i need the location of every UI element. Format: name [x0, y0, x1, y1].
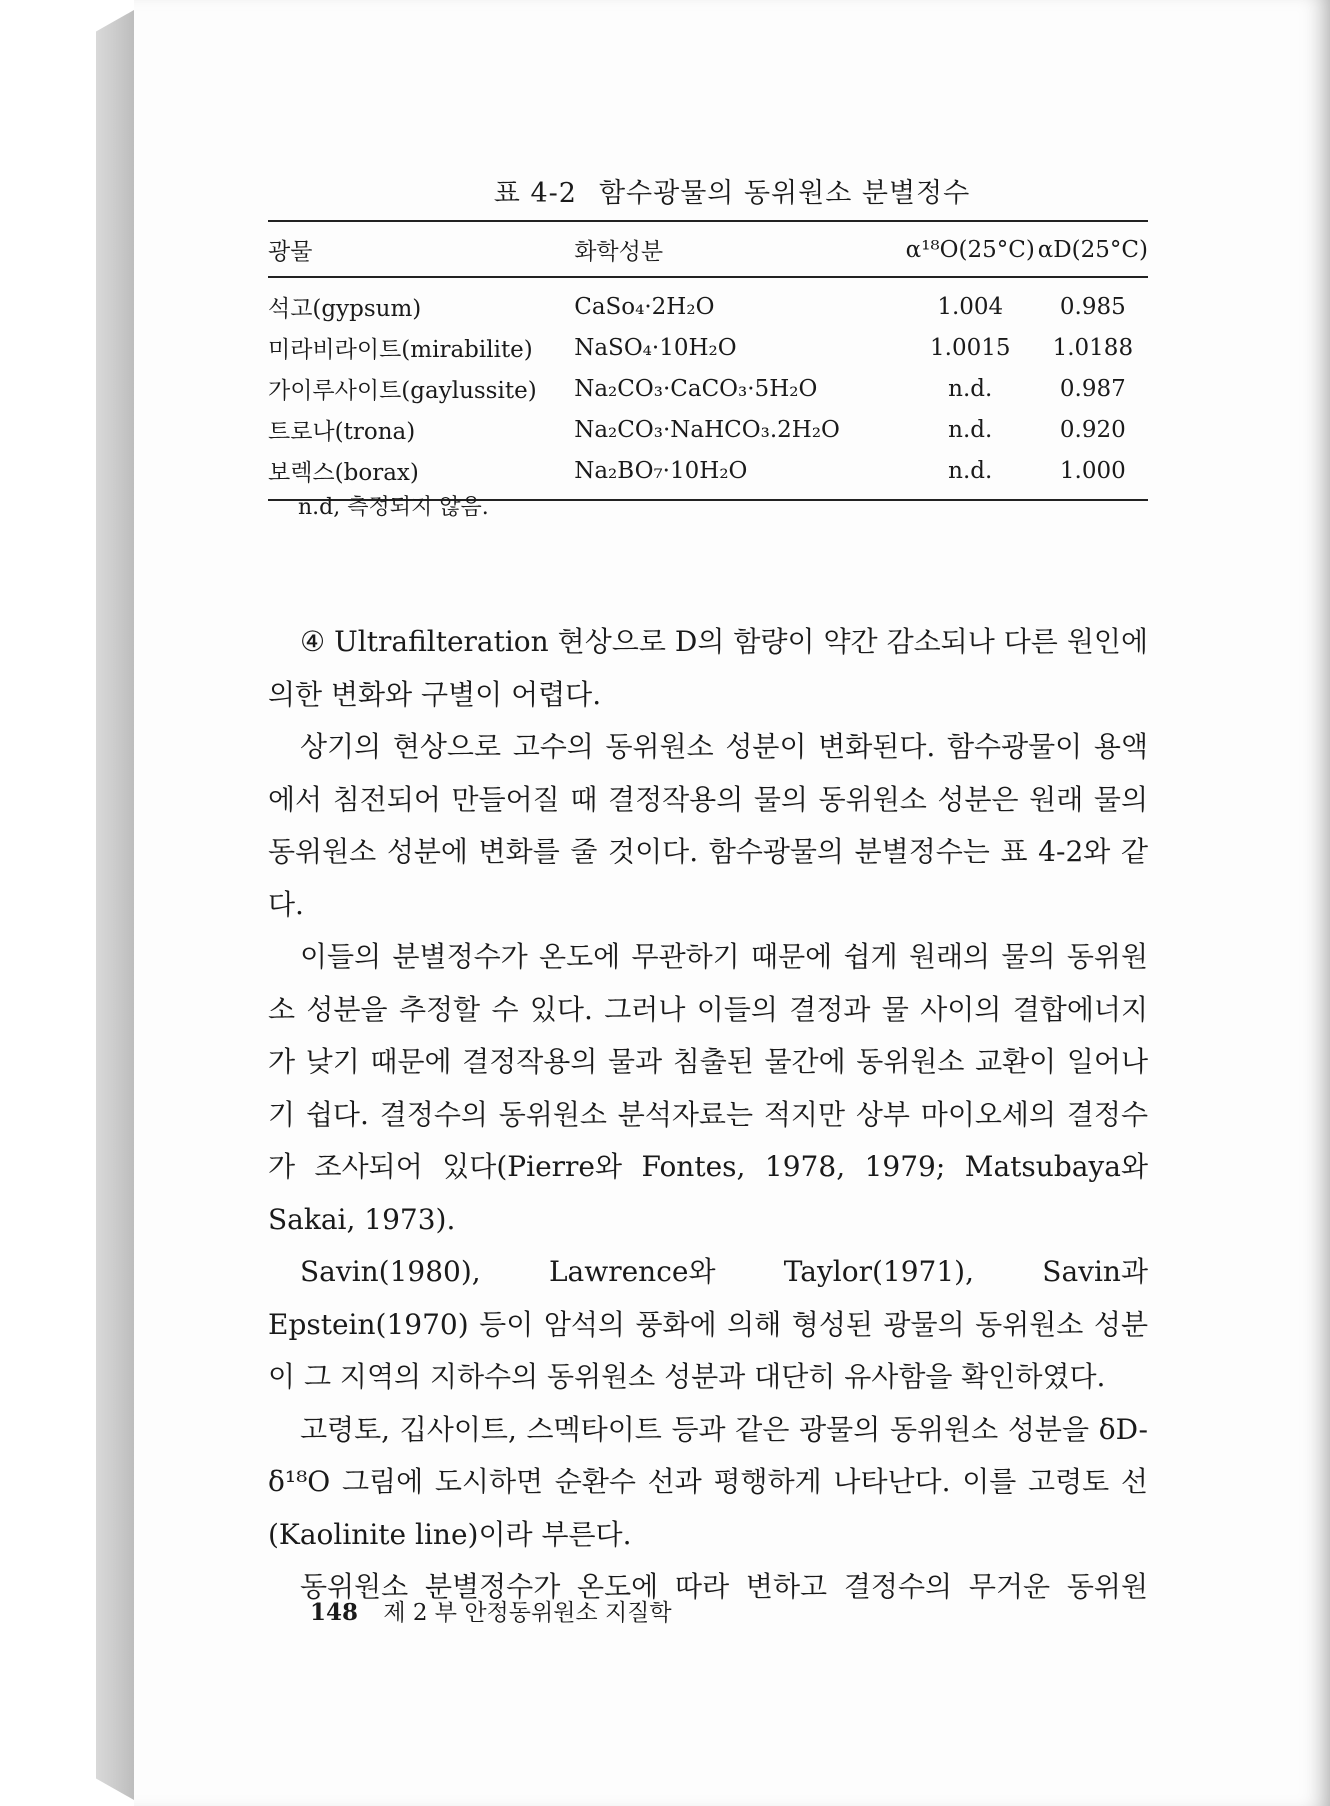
- isotope-fractionation-table: [268, 220, 1148, 501]
- table-row: [268, 368, 1148, 409]
- paragraph-ultrafiltration: ④ Ultrafilteration 현상으로 D의 함량이 약간 감소되나 다른 원인에 의한 변화와 구별이 어렵다.: [268, 625, 1148, 711]
- footer-part: 제 2 부: [383, 1600, 458, 1626]
- cell-alpha-d: 0.920: [1059, 416, 1126, 443]
- cell-alpha-18o: 1.0015: [930, 334, 1011, 361]
- cell-mineral: 석고(gypsum): [268, 296, 422, 322]
- cell-alpha-d: 0.987: [1059, 375, 1126, 402]
- table-row: [268, 409, 1148, 450]
- table-row: [268, 277, 1148, 327]
- header-chemistry: 화학성분: [574, 239, 664, 265]
- paragraph-temperature: 동위원소 분별정수가 온도에 따라 변하고 결정수의 무거운 동위원: [300, 1570, 1148, 1603]
- header-alpha-18o: α¹⁸O(25°C): [905, 236, 1035, 263]
- cell-alpha-d: 1.000: [1059, 457, 1126, 484]
- cell-mineral: 가이루사이트(gaylussite): [268, 378, 537, 404]
- table-caption: [134, 171, 1330, 210]
- page-footer: [310, 1594, 672, 1627]
- footer-title: 안정동위원소 지질학: [464, 1600, 672, 1626]
- paragraph-crystal-water: 이들의 분별정수가 온도에 무관하기 때문에 쉽게 원래의 물의 동위원소 성분을 추정할 수 있다. 그러나 이들의 결정과 물 사이의 결합에너지가 낮기 때문에 결정작용의 물과 침출된 물간에 동위원소 교환이 일어나기 쉽다. 결정수의 동위원소 분석자료는 적지만 상부 마이오세의 결정수가 조사되어 있다(Pierre와 Fontes, 1978, 1979; Matsubaya와 Sakai, 1973).: [268, 940, 1148, 1236]
- header-mineral: 광물: [268, 239, 313, 265]
- cell-chemistry: Na₂CO₃·NaHCO₃.2H₂O: [574, 416, 840, 443]
- table-header-row: [268, 221, 1148, 277]
- cell-chemistry: NaSO₄·10H₂O: [574, 334, 737, 361]
- cell-alpha-d: 1.0188: [1052, 334, 1134, 361]
- cell-mineral: 보렉스(borax): [268, 460, 419, 486]
- page-number: 148: [310, 1599, 359, 1626]
- paragraph-kaolinite-line: 고령토, 깁사이트, 스멕타이트 등과 같은 광물의 동위원소 성분을 δD-δ¹⁸O 그림에 도시하면 순환수 선과 평행하게 나타난다. 이를 고령토 선(Kaolinite line)이라 부른다.: [268, 1412, 1148, 1551]
- book-spine-edge: [96, 10, 134, 1800]
- cell-alpha-18o: n.d.: [948, 416, 993, 443]
- cell-alpha-d: 0.985: [1059, 293, 1126, 320]
- cell-mineral: 트로나(trona): [268, 419, 416, 445]
- paragraph-weathering: Savin(1980), Lawrence와 Taylor(1971), Savin과 Epstein(1970) 등이 암석의 풍화에 의해 형성된 광물의 동위원소 성분이 그 지역의 지하수의 동위원소 성분과 대단히 유사함을 확인하였다.: [268, 1255, 1148, 1393]
- cell-chemistry: Na₂CO₃·CaCO₃·5H₂O: [574, 375, 818, 402]
- table-footnote: n.d, 측정되지 않음.: [298, 495, 489, 520]
- cell-alpha-18o: n.d.: [948, 457, 993, 484]
- cell-mineral: 미라비라이트(mirabilite): [268, 337, 533, 363]
- cell-alpha-18o: n.d.: [948, 375, 993, 402]
- body-text: [268, 616, 1148, 1614]
- table-caption-title: 함수광물의 동위원소 분별정수: [598, 178, 971, 209]
- cell-chemistry: CaSo₄·2H₂O: [574, 293, 715, 320]
- header-alpha-d: αD(25°C): [1037, 236, 1148, 263]
- book-page: [134, 0, 1330, 1806]
- cell-alpha-18o: 1.004: [937, 293, 1004, 320]
- cell-chemistry: Na₂BO₇·10H₂O: [574, 457, 748, 484]
- paragraph-hydrous-minerals: 상기의 현상으로 고수의 동위원소 성분이 변화된다. 함수광물이 용액에서 침전되어 만들어질 때 결정작용의 물의 동위원소 성분은 원래 물의 동위원소 성분에 변화를 줄 것이다. 함수광물의 분별정수는 표 4-2와 같다.: [268, 730, 1148, 921]
- table-caption-number: 표 4-2: [493, 178, 577, 209]
- table-row: [268, 327, 1148, 368]
